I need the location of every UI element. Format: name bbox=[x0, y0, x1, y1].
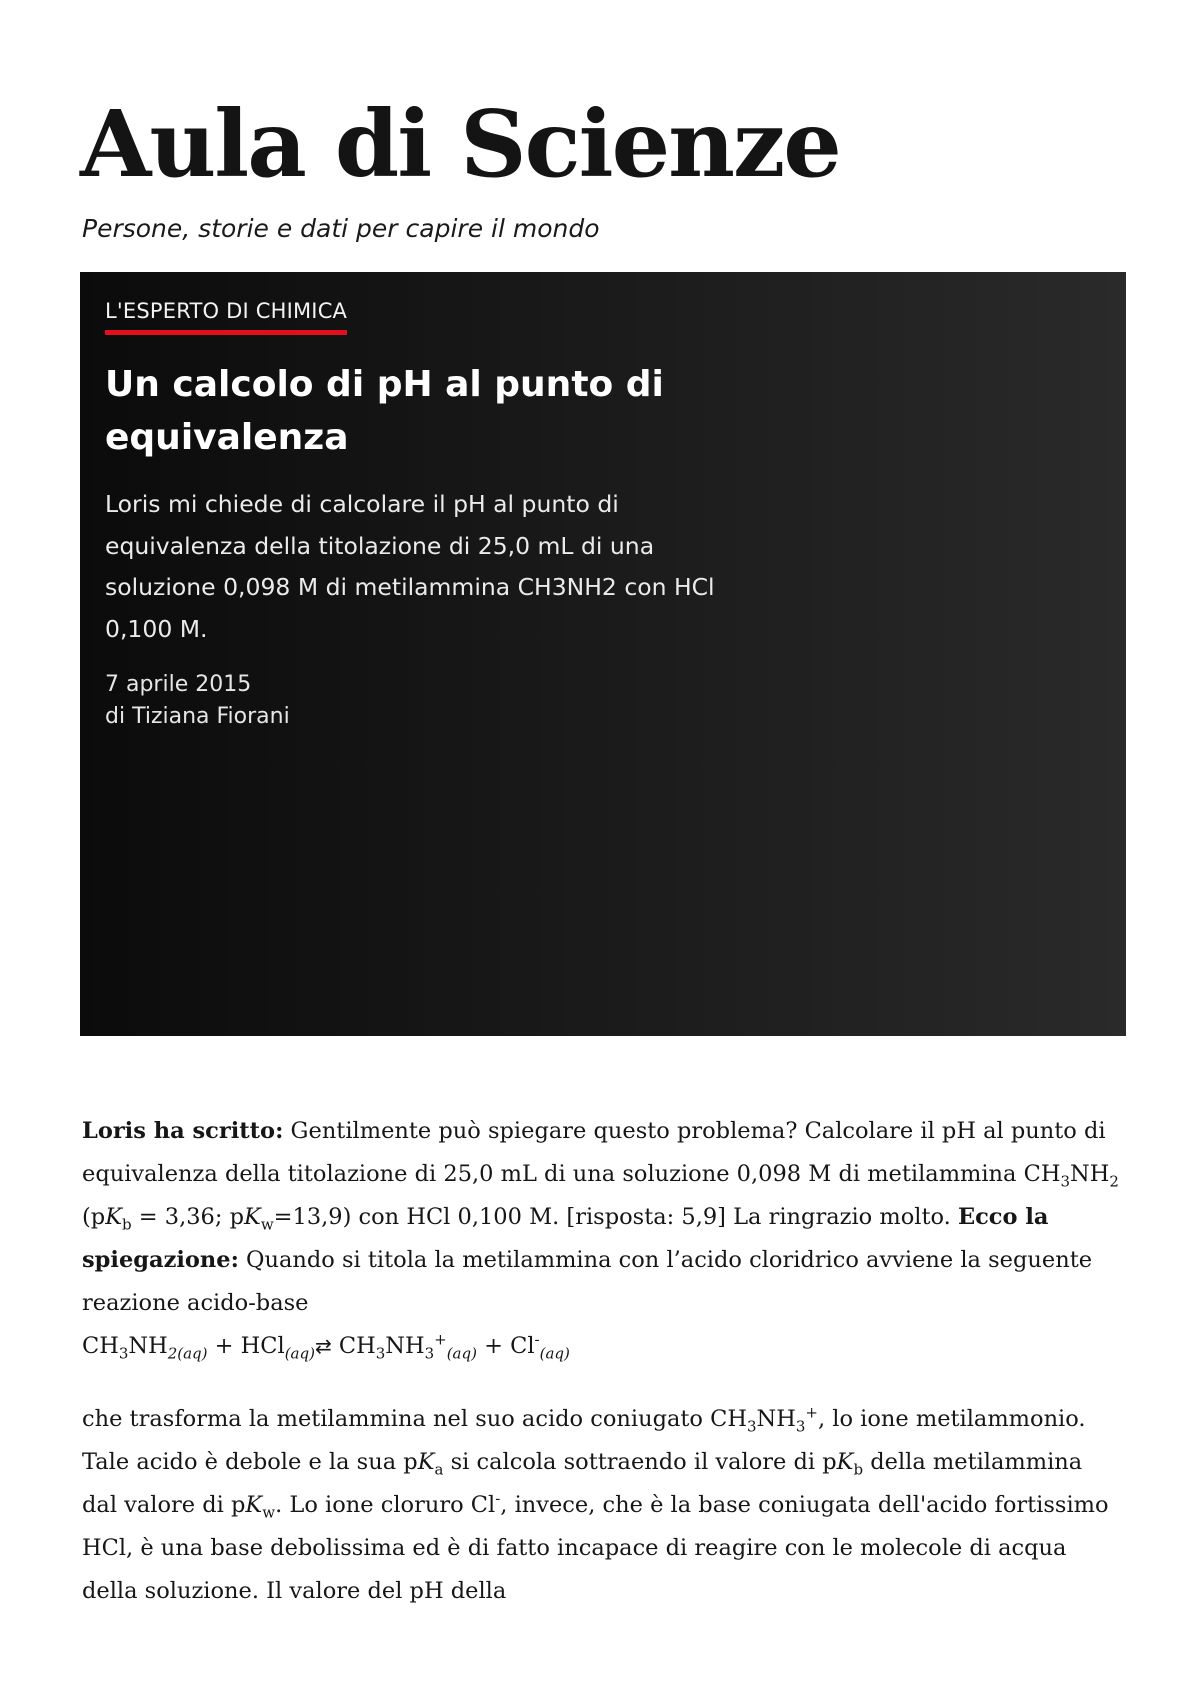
article-body bbox=[82, 1110, 1122, 1613]
question-paragraph: Loris ha scritto: Gentilmente può spiegare questo problema? Calcolare il pH al punto di equivalenza della titolazione di 25,0 mL di una soluzione 0,098 M di metilammina $CH_3NH_2$ ($pK_b = 3,36$; $pK_w=13,9$) con HCl 0,100 M. [risposta: 5,9] La ringrazio molto. Ecco la spiegazione: Quando si titola la metilammina con l’acido cloridrico avviene la seguente reazione acido-base bbox=[82, 1118, 1119, 1316]
site-title[interactable]: Aula di Scienze bbox=[80, 90, 840, 198]
category-kicker[interactable]: L'ESPERTO DI CHIMICA bbox=[105, 299, 347, 335]
publish-date: 7 aprile 2015 bbox=[105, 672, 252, 697]
article-title: Un calcolo di pH al punto di equivalenza bbox=[105, 364, 664, 458]
equilibrium-arrow-icon: ⇄ bbox=[314, 1334, 332, 1358]
hero-banner bbox=[80, 272, 1126, 1036]
reaction-equation: $CH_3NH_{2(aq)}$ + HCl$_{(aq)}$⇄ $CH_3NH_3^+_{(aq)} + Cl^-_{(aq)}$ bbox=[82, 1330, 570, 1363]
author-byline[interactable]: di Tiziana Fiorani bbox=[105, 704, 290, 729]
site-tagline: Persone, storie e dati per capire il mondo bbox=[82, 214, 600, 243]
explanation-paragraph: che trasforma la metilammina nel suo acido coniugato $CH_3NH_3^+$, lo ione metilammonio. Tale acido è debole e la sua $pK_a$ si calcola sottraendo il valore di $pK_b$ della metilammina dal valore di $pK_w$. Lo ione cloruro Cl-, invece, che è la base coniugata dell'acido fortissimo HCl, è una base debolissima ed è di fatto incapace di reagire con le molecole di acqua della soluzione. Il valore del pH della bbox=[82, 1403, 1109, 1604]
question-lead: Loris ha scritto: bbox=[82, 1118, 284, 1144]
article-summary: Loris mi chiede di calcolare il pH al punto di equivalenza della titolazione di 25,0 mL di una soluzione 0,098 M di metilammina CH3NH2 con HCl 0,100 M. bbox=[105, 490, 715, 643]
answer-lead: Ecco la spiegazione: bbox=[82, 1204, 1049, 1273]
